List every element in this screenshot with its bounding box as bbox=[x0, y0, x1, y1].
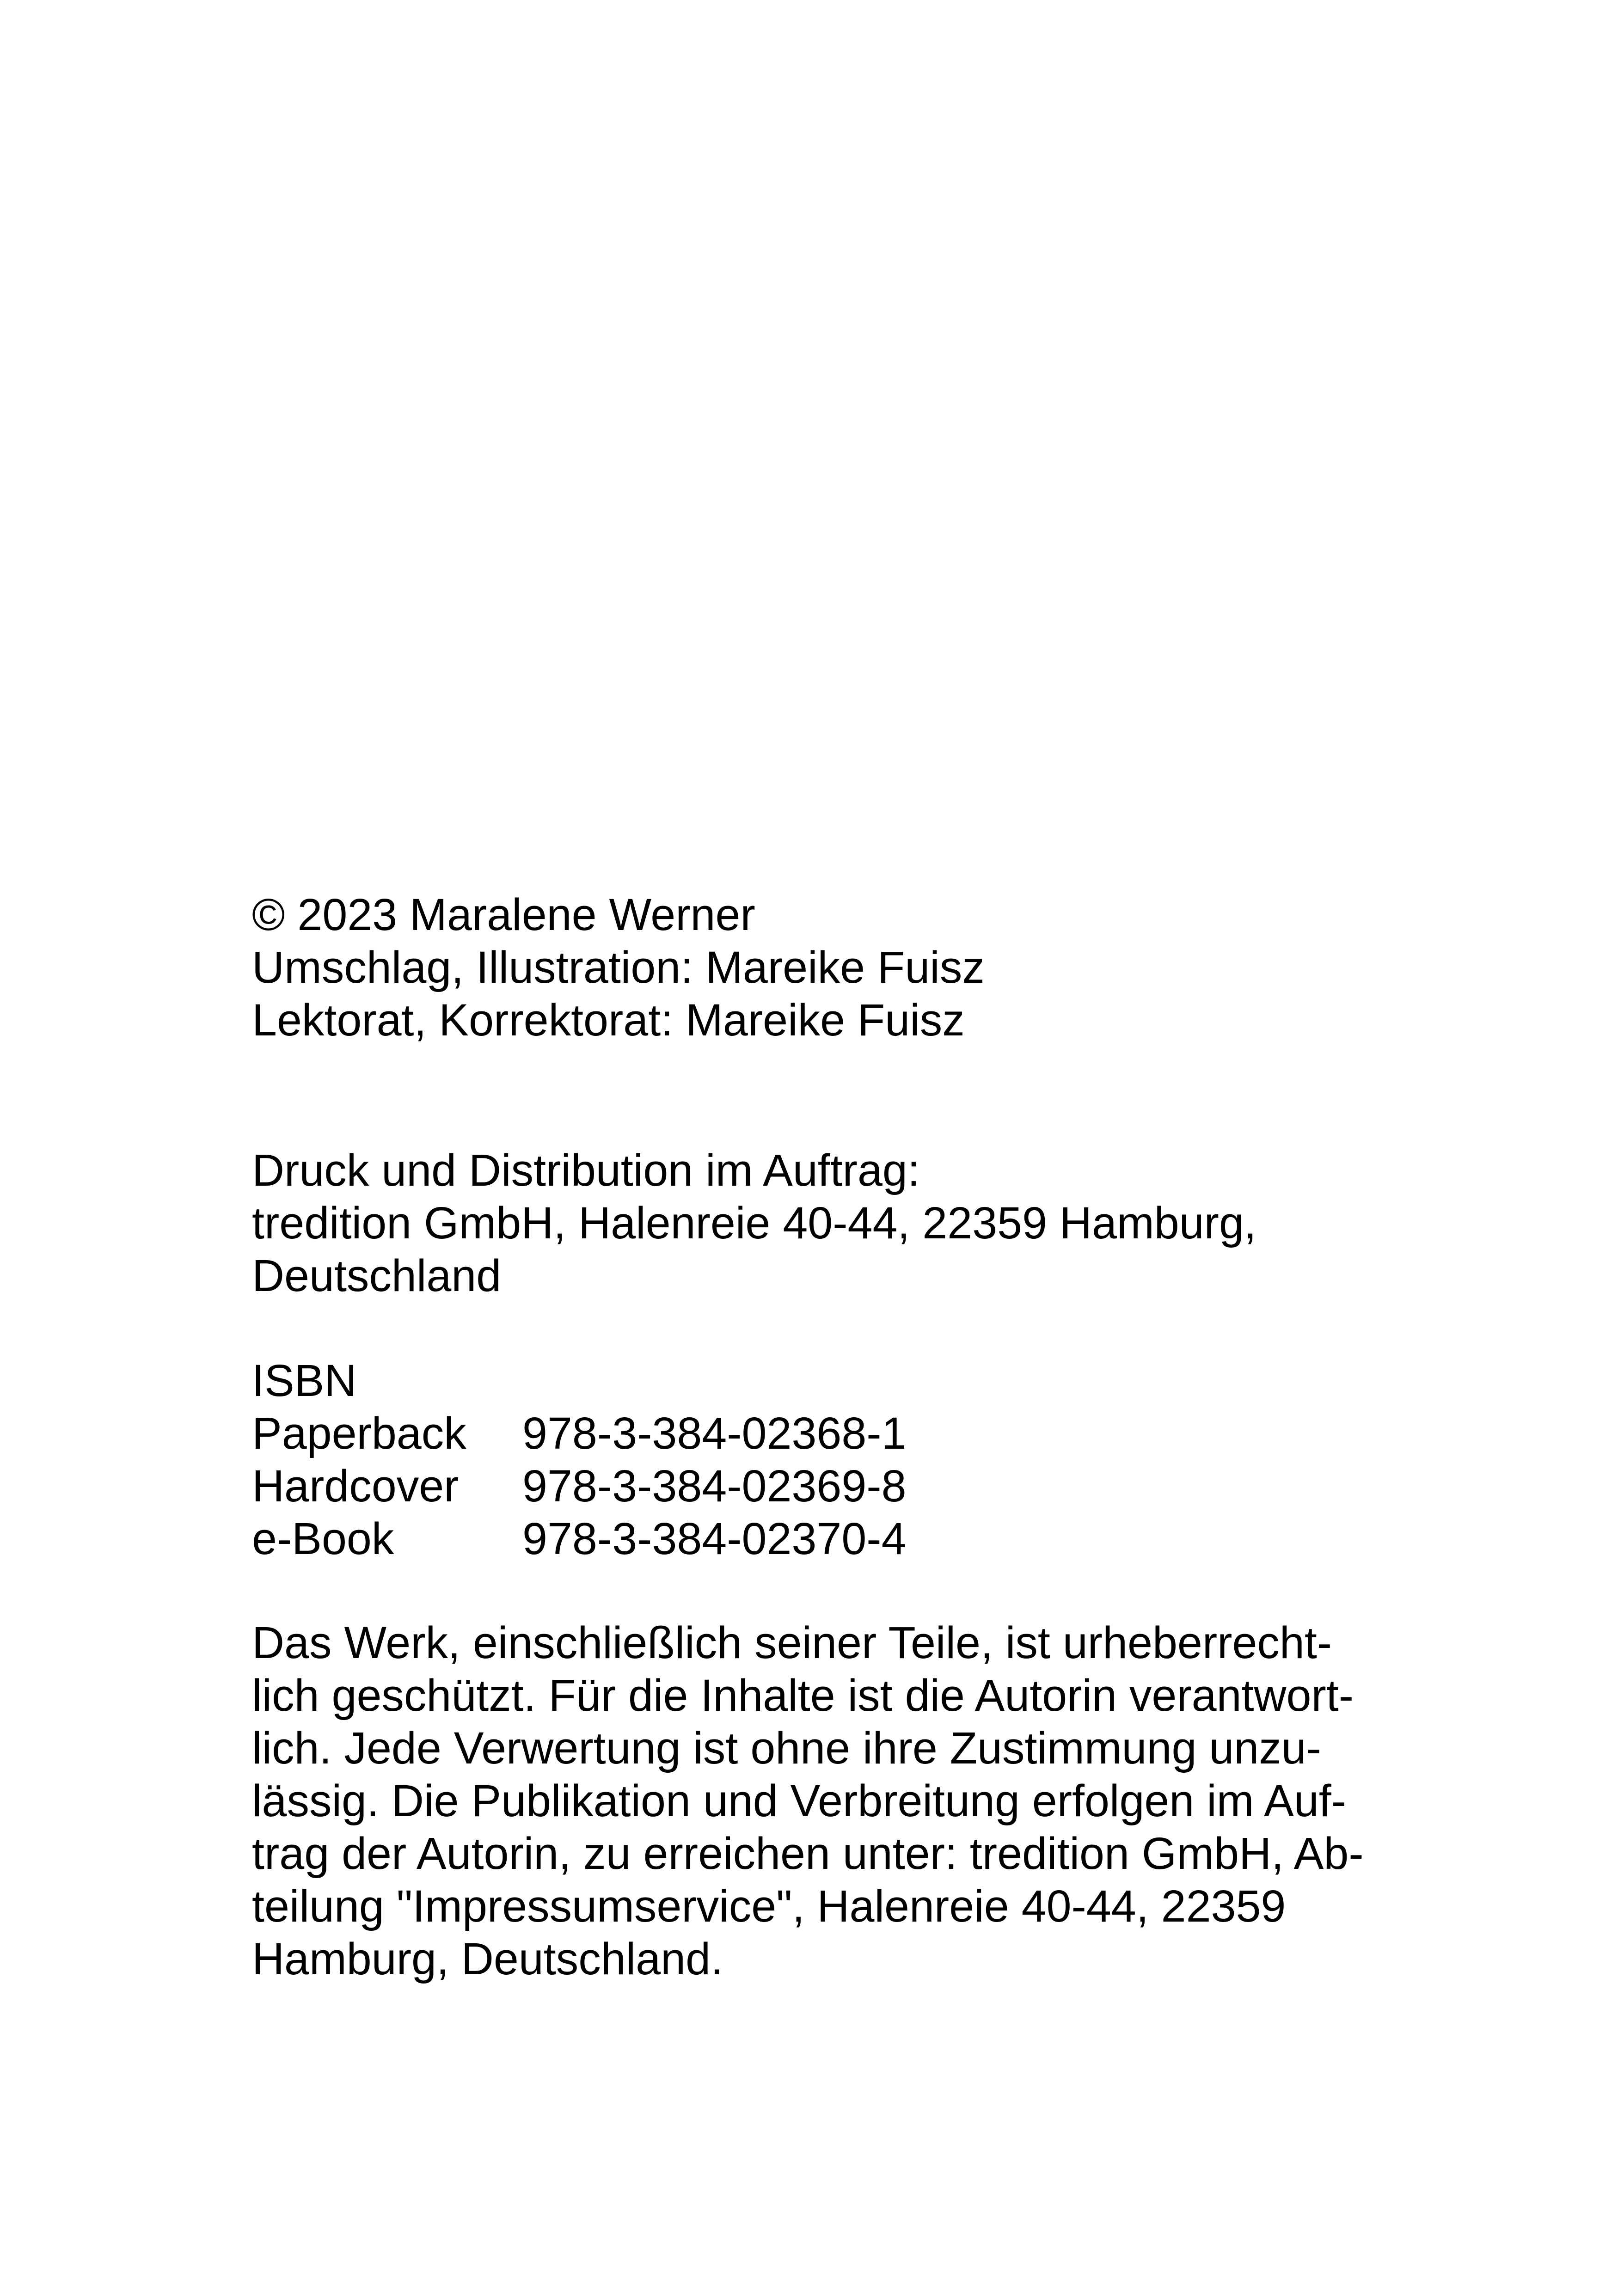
isbn-number: 978-3-384-02370-4 bbox=[522, 1513, 907, 1564]
isbn-number: 978-3-384-02368-1 bbox=[522, 1408, 907, 1458]
notice-line: teilung "Impressumservice", Halenreie 40-44, 22359 bbox=[252, 1881, 1286, 1931]
distribution-heading: Druck und Distribution im Auftrag: bbox=[252, 1145, 920, 1195]
notice-line: Hamburg, Deutschland. bbox=[252, 1934, 723, 1984]
cover-credit-line: Umschlag, Illustration: Mareike Fuisz bbox=[252, 942, 985, 992]
editing-credit-line: Lektorat, Korrektorat: Mareike Fuisz bbox=[252, 995, 965, 1045]
isbn-number: 978-3-384-02369-8 bbox=[522, 1461, 907, 1511]
copyright-line: © 2023 Maralene Werner bbox=[252, 889, 755, 940]
notice-line: lässig. Die Publikation und Verbreitung erfolgen im Auf- bbox=[252, 1776, 1347, 1826]
notice-line: lich. Jede Verwertung ist ohne ihre Zustimmung unzu- bbox=[252, 1723, 1321, 1773]
credits-block bbox=[252, 888, 1417, 1047]
copyright-notice bbox=[252, 1616, 1417, 1985]
isbn-block bbox=[252, 1354, 1417, 1565]
isbn-label: ISBN bbox=[252, 1355, 357, 1406]
isbn-format: Paperback bbox=[252, 1408, 466, 1458]
publisher-country-line: Deutschland bbox=[252, 1250, 502, 1301]
isbn-row-paperback bbox=[252, 1407, 1417, 1460]
isbn-format: e-Book bbox=[252, 1513, 394, 1564]
notice-line: lich geschützt. Für die Inhalte ist die Autorin verantwort- bbox=[252, 1670, 1354, 1720]
isbn-format: Hardcover bbox=[252, 1461, 459, 1511]
notice-line: Das Werk, einschließlich seiner Teile, ist urheberrecht- bbox=[252, 1617, 1332, 1668]
isbn-row-hardcover bbox=[252, 1460, 1417, 1512]
publisher-address-line: tredition GmbH, Halenreie 40-44, 22359 Hamburg, bbox=[252, 1198, 1256, 1248]
publisher-block bbox=[252, 1144, 1417, 1302]
notice-line: trag der Autorin, zu erreichen unter: tredition GmbH, Ab- bbox=[252, 1828, 1364, 1879]
isbn-row-ebook bbox=[252, 1512, 1417, 1565]
